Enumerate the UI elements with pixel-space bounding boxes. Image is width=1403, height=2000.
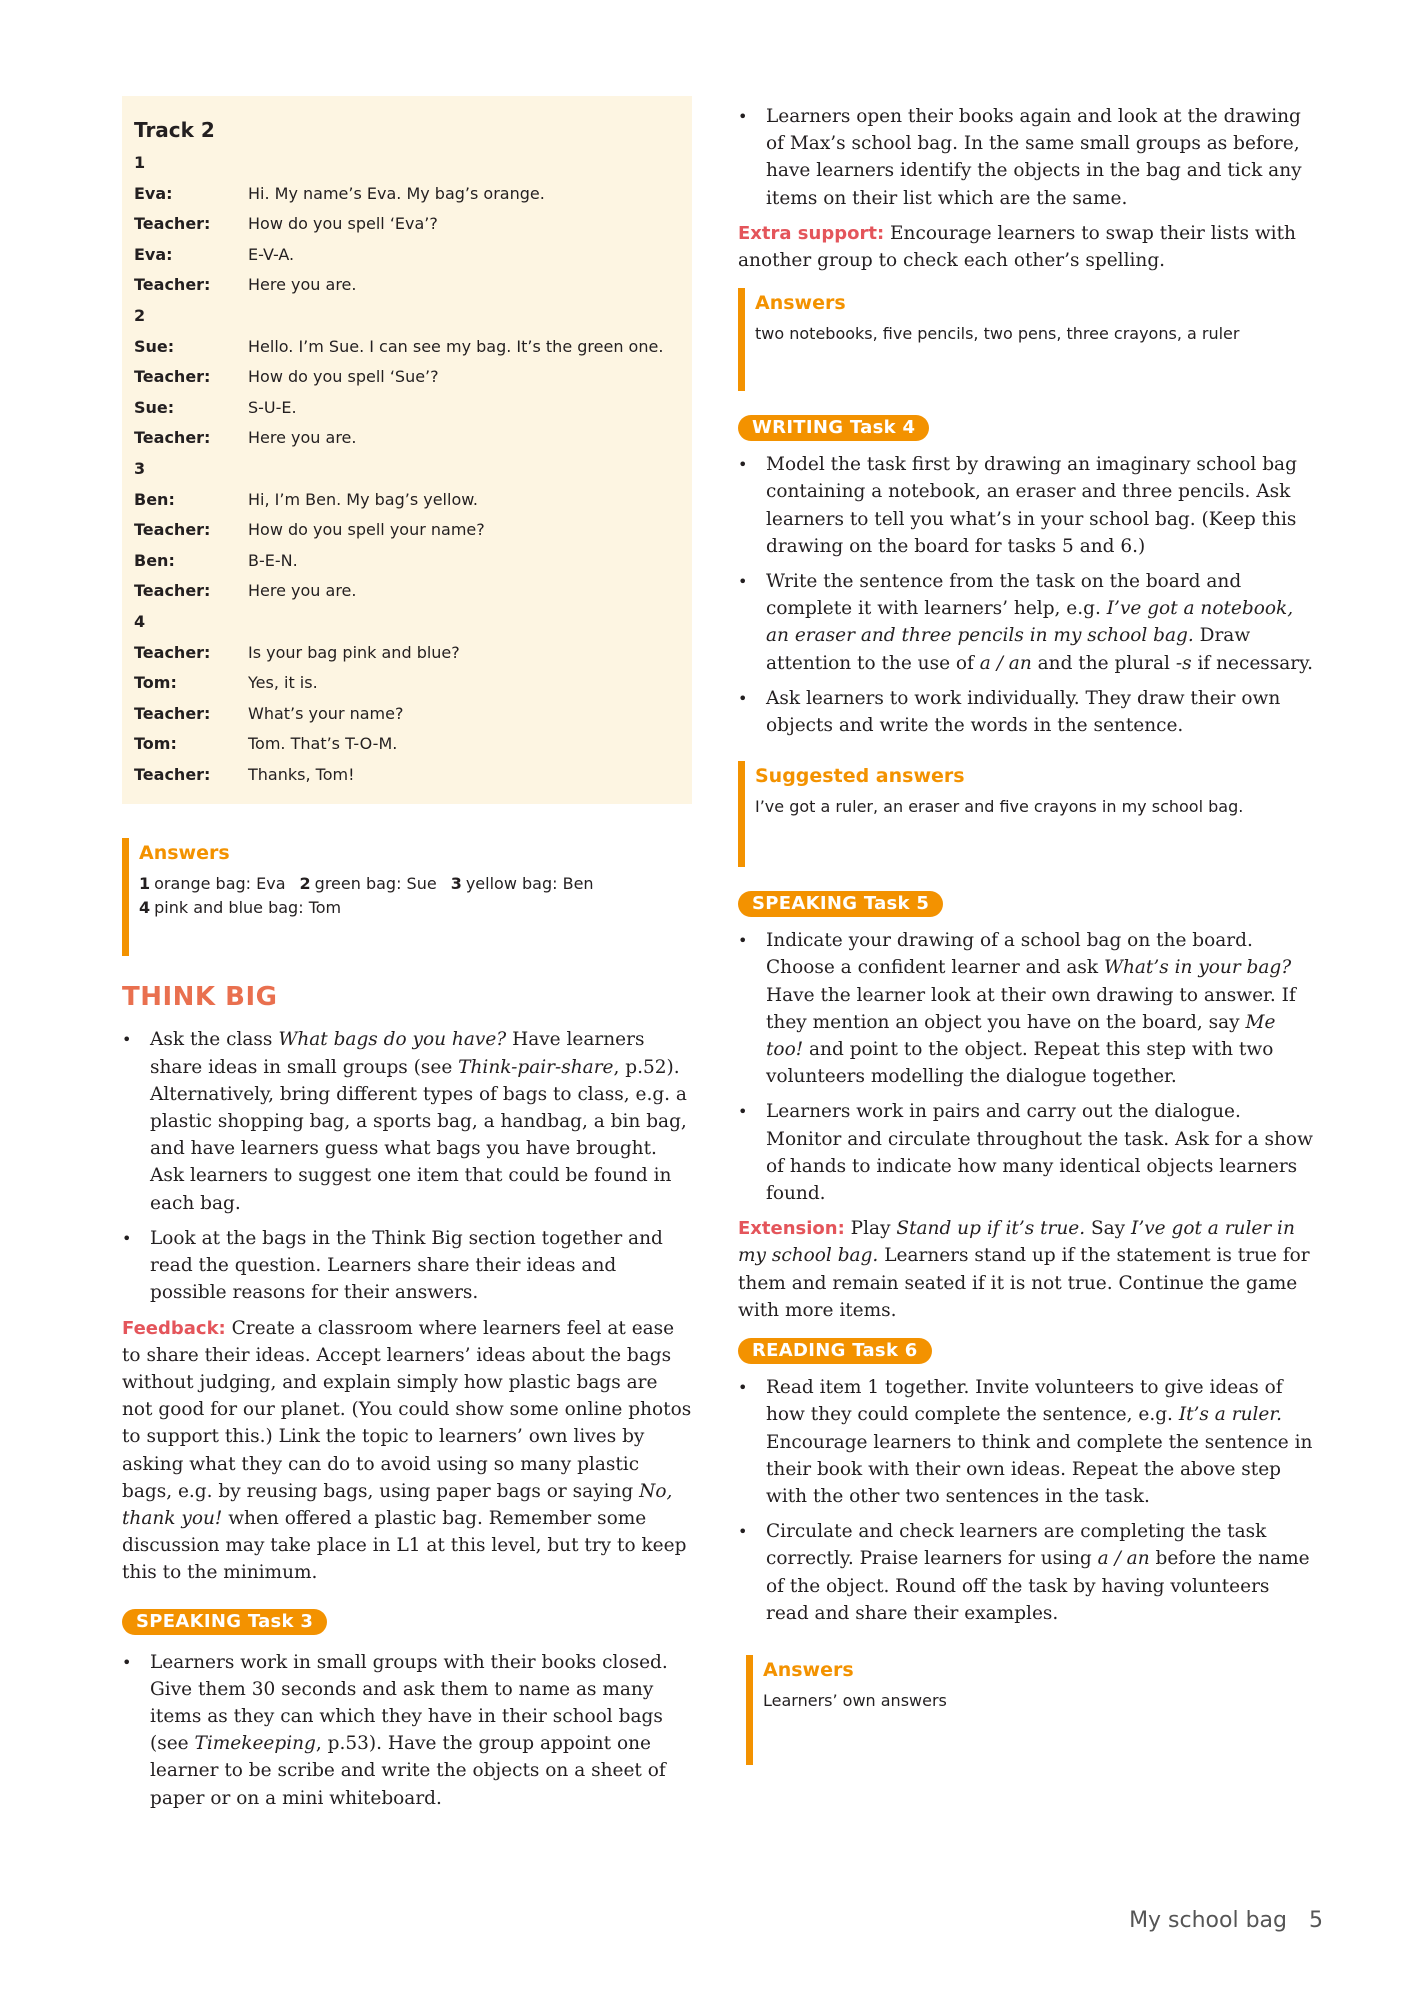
track-line	[134, 729, 680, 760]
speaker: Tom:	[134, 673, 177, 693]
left-column	[122, 96, 692, 1820]
speaker: Teacher:	[134, 428, 211, 448]
track-line	[134, 576, 680, 607]
speaker: Ben:	[134, 489, 175, 509]
answers-panel-objects	[738, 288, 1313, 391]
extension-paragraph: Extension: Play Stand up if it’s true. Say I’ve got a ruler in my school bag. Learners stand up if the statement is true for them and remain seated if it is not true. Continue the game with more items.	[738, 1218, 1310, 1321]
line-text: Is your bag pink and blue?	[248, 642, 460, 662]
track-line	[134, 209, 680, 240]
speaker: Sue:	[134, 397, 175, 417]
list-item: • Indicate your drawing of a school bag on the board. Choose a confident learner and ask What’s in your bag? Have the learner look at their own drawing to answer. If they mention an object you have on the board, say Me too! and point to the object. Repeat this step with two volunteers modelling the dialogue together.	[738, 927, 1313, 1090]
feedback-label: Feedback:	[122, 1317, 226, 1339]
line-text: Here you are.	[248, 428, 357, 448]
writing-task4-pill: WRITING Task 4	[738, 415, 929, 441]
answer-text: pink and blue bag: Tom	[154, 898, 342, 918]
speaker: Ben:	[134, 550, 175, 570]
task5-section	[738, 891, 1313, 1324]
answers-panel-task6	[746, 1655, 1313, 1765]
track-part-number: 2	[134, 305, 146, 325]
track-line	[134, 179, 680, 210]
track-part-number: 4	[134, 611, 146, 631]
extra-support-paragraph: Extra support: Encourage learners to swap their lists with another group to check each other’s spelling.	[738, 222, 1296, 272]
track-title: Track 2	[134, 118, 215, 142]
speaker: Teacher:	[134, 764, 211, 784]
track-line	[134, 515, 680, 546]
track-line	[134, 393, 680, 424]
page-footer	[1129, 1908, 1323, 1933]
task4-section	[738, 415, 1313, 739]
task6-section	[738, 1338, 1313, 1627]
track-line	[134, 638, 680, 669]
speaker: Teacher:	[134, 214, 211, 234]
extension-label: Extension:	[738, 1218, 845, 1240]
line-text: How do you spell ‘Eva’?	[248, 214, 438, 234]
answer-number: 2	[299, 874, 311, 894]
track-line	[134, 546, 680, 577]
feedback-paragraph: Feedback: Create a classroom where learners feel at ease to share their ideas. Accept learners’ ideas about the bags without judging, and explain simply how plastic bags are not good for our planet. (You could show some online photos to support this.) Link the topic to learners’ own lives by asking what they can do to avoid using so many plastic bags, e.g. by reusing bags, using paper bags or saying No, thank you! when offered a plastic bag. Remember some discussion may take place in L1 at this level, but try to keep this to the minimum.	[122, 1317, 692, 1584]
track-transcript	[122, 96, 692, 804]
answer-number: 3	[450, 874, 462, 894]
list-item: • Circulate and check learners are completing the task correctly. Praise learners for using a / an before the name of the object. Round off the task by having volunteers read and share their examples.	[738, 1518, 1313, 1627]
line-text: Thanks, Tom!	[248, 764, 355, 784]
track-line	[134, 423, 680, 454]
list-item: • Write the sentence from the task on the board and complete it with learners’ help, e.g. I’ve got a notebook, an eraser and three pencils in my school bag. Draw attention to the use of a / an and the plural -s if necessary.	[738, 568, 1313, 677]
line-text: B-E-N.	[248, 550, 298, 570]
line-text: What’s your name?	[248, 703, 404, 723]
speaker: Sue:	[134, 336, 175, 356]
line-text: How do you spell your name?	[248, 520, 485, 540]
think-big-section	[122, 982, 692, 1586]
reading-task6-pill: READING Task 6	[738, 1338, 932, 1364]
top-bullets	[738, 103, 1313, 212]
think-big-heading: THINK BIG	[122, 982, 278, 1013]
track-line	[134, 362, 680, 393]
task3-section	[122, 1609, 692, 1812]
line-text: How do you spell ‘Sue’?	[248, 367, 439, 387]
line-text: Here you are.	[248, 275, 357, 295]
answers-title: Answers	[139, 842, 230, 865]
speaking-task5-pill: SPEAKING Task 5	[738, 891, 943, 917]
answer-number: 1	[139, 874, 151, 894]
list-item: • Learners work in small groups with their books closed. Give them 30 seconds and ask them to name as many items as they can which they have in their school bags (see Timekeeping, p.53). Have the group appoint one learner to be scribe and write the objects on a sheet of paper or on a mini whiteboard.	[122, 1649, 692, 1812]
answers-title: Answers	[755, 292, 846, 315]
page-number: 5	[1309, 1908, 1323, 1933]
answer-text: green bag: Sue	[314, 874, 437, 894]
suggested-answers-title: Suggested answers	[755, 765, 965, 788]
answers-body: two notebooks, five pencils, two pens, three crayons, a ruler	[755, 324, 1240, 344]
suggested-answers-panel	[738, 761, 1313, 867]
track-part-number: 3	[134, 458, 146, 478]
extra-support-label: Extra support:	[738, 222, 885, 244]
track-line	[134, 485, 680, 516]
speaker: Teacher:	[134, 367, 211, 387]
line-text: Hi. My name’s Eva. My bag’s orange.	[248, 183, 545, 203]
answer-number: 4	[139, 898, 151, 918]
answers-panel-track	[122, 838, 692, 956]
track-line	[134, 270, 680, 301]
answers-body: Learners’ own answers	[763, 1690, 947, 1710]
line-text: S-U-E.	[248, 397, 297, 417]
speaker: Teacher:	[134, 642, 211, 662]
line-text: E-V-A.	[248, 244, 295, 264]
speaker: Teacher:	[134, 581, 211, 601]
speaker: Tom:	[134, 734, 177, 754]
list-item: • Model the task first by drawing an imaginary school bag containing a notebook, an eraser and three pencils. Ask learners to tell you what’s in your school bag. (Keep this drawing on the board for tasks 5 and 6.)	[738, 451, 1313, 560]
list-item: • Look at the bags in the Think Big section together and read the question. Learners share their ideas and possible reasons for their answers.	[122, 1225, 692, 1307]
speaker: Teacher:	[134, 703, 211, 723]
track-line	[134, 760, 680, 791]
task6-bullets	[738, 1374, 1313, 1627]
answer-text: yellow bag: Ben	[465, 874, 594, 894]
speaker: Eva:	[134, 183, 173, 203]
task4-bullets	[738, 451, 1313, 739]
list-item: • Learners open their books again and look at the drawing of Max’s school bag. In the same small groups as before, have learners identify the objects in the bag and tick any items on their list which are the same.	[738, 103, 1313, 212]
track-line	[134, 332, 680, 363]
list-item: • Ask the class What bags do you have? Have learners share ideas in small groups (see Think-pair-share, p.52). Alternatively, bring different types of bags to class, e.g. a plastic shopping bag, a sports bag, a handbag, a bin bag, and have learners guess what bags you have brought. Ask learners to suggest one item that could be found in each bag.	[122, 1026, 692, 1216]
track-part-number: 1	[134, 153, 146, 172]
track-line	[134, 668, 680, 699]
line-text: Here you are.	[248, 581, 357, 601]
footer-title: My school bag	[1129, 1908, 1287, 1933]
line-text: Hello. I’m Sue. I can see my bag. It’s the green one.	[248, 336, 664, 356]
list-item: • Ask learners to work individually. They draw their own objects and write the words in the sentence.	[738, 685, 1313, 739]
suggested-answers-body: I’ve got a ruler, an eraser and five crayons in my school bag.	[755, 797, 1244, 817]
speaker: Teacher:	[134, 520, 211, 540]
line-text: Hi, I’m Ben. My bag’s yellow.	[248, 489, 478, 509]
speaker: Eva:	[134, 244, 173, 264]
right-column	[738, 103, 1313, 1765]
track-line	[134, 699, 680, 730]
task3-bullets	[122, 1649, 692, 1812]
track-line	[134, 240, 680, 271]
list-item: • Learners work in pairs and carry out the dialogue. Monitor and circulate throughout the task. Ask for a show of hands to indicate how many identical objects learners found.	[738, 1098, 1313, 1207]
answers-body	[139, 872, 692, 920]
think-big-bullets	[122, 1026, 692, 1306]
line-text: Yes, it is.	[248, 673, 318, 693]
answer-text: orange bag: Eva	[154, 874, 286, 894]
task5-bullets	[738, 927, 1313, 1207]
speaker: Teacher:	[134, 275, 211, 295]
answers-title: Answers	[763, 1658, 854, 1681]
line-text: Tom. That’s T-O-M.	[248, 734, 398, 754]
list-item: • Read item 1 together. Invite volunteers to give ideas of how they could complete the sentence, e.g. It’s a ruler. Encourage learners to think and complete the sentence in their book with their own ideas. Repeat the above step with the other two sentences in the task.	[738, 1374, 1313, 1510]
speaking-task3-pill: SPEAKING Task 3	[122, 1609, 327, 1635]
